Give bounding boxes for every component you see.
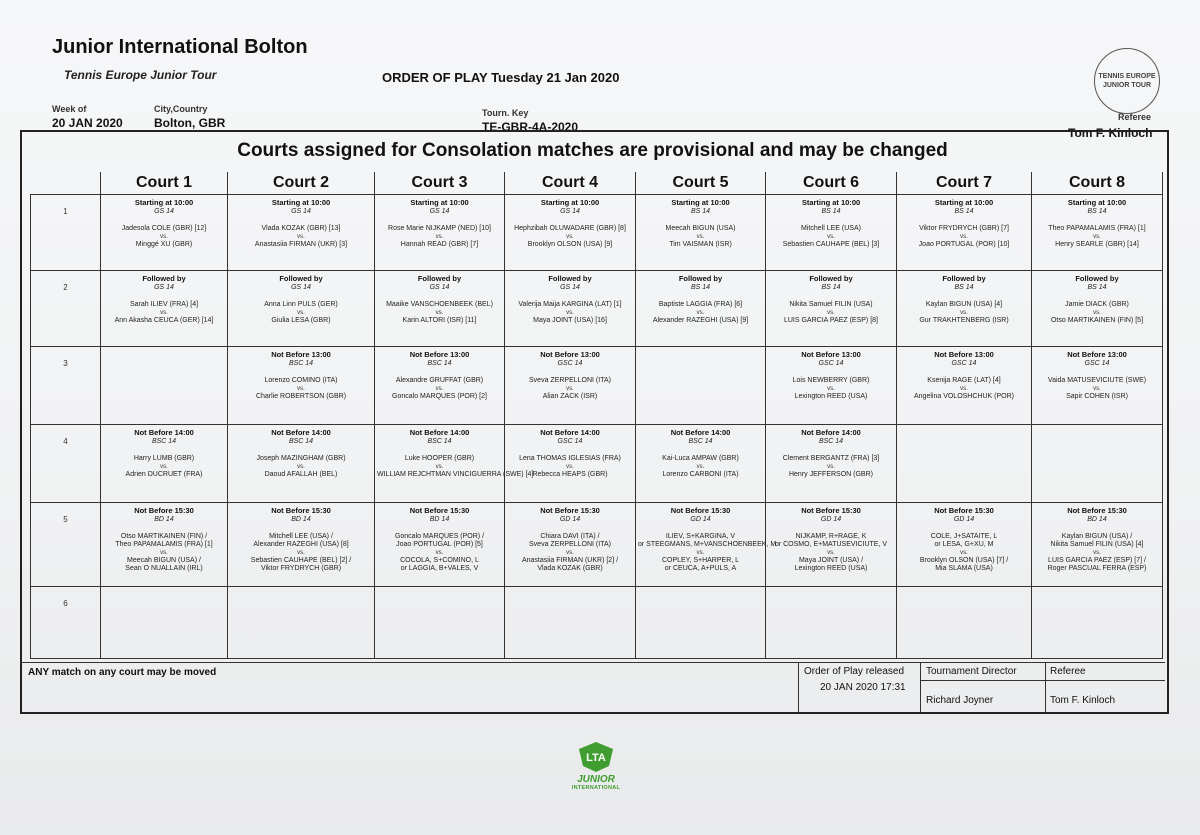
vs-label: vs. bbox=[297, 310, 305, 316]
match-schedule: Followed by bbox=[142, 274, 186, 283]
player-name: Alexander RAZEGHI (USA) [9] bbox=[652, 317, 749, 324]
match-category: BSC 14 bbox=[427, 360, 452, 367]
player-name: Rebecca HEAPS (GBR) bbox=[532, 471, 608, 478]
match-cell bbox=[1032, 271, 1163, 347]
player-name: Otso MARTIKAINEN (FIN) [5] bbox=[1050, 317, 1144, 324]
match-cell bbox=[228, 503, 375, 587]
vs-label: vs. bbox=[297, 234, 305, 240]
court-header-1: Court 1 bbox=[101, 172, 228, 195]
player-name: Viktor FRYDRYCH (GBR) bbox=[260, 565, 342, 572]
grid-body bbox=[31, 195, 1163, 659]
player-name: Theo PAPAMALAMIS (FRA) [1] bbox=[115, 541, 213, 548]
player-name: Vlada KOZAK (GBR) bbox=[537, 565, 603, 572]
match-cell bbox=[228, 195, 375, 271]
match-category: BS 14 bbox=[954, 284, 974, 291]
court-header-8: Court 8 bbox=[1032, 172, 1163, 195]
match-category: BSC 14 bbox=[427, 438, 452, 445]
player-name: Lexington REED (USA) bbox=[794, 393, 868, 400]
match-category: BS 14 bbox=[821, 284, 841, 291]
vs-label: vs. bbox=[297, 550, 305, 556]
match-cell bbox=[375, 347, 505, 425]
round-row bbox=[31, 425, 1163, 503]
vs-label: vs. bbox=[566, 386, 574, 392]
player-name: Sebastien CAUHAPE (BEL) [2] / bbox=[250, 557, 352, 564]
match-schedule: Not Before 15:30 bbox=[934, 506, 994, 515]
match-cell bbox=[766, 587, 897, 659]
match-cell bbox=[897, 587, 1032, 659]
round-number: 2 bbox=[31, 271, 101, 347]
player-name: Daoud AFALLAH (BEL) bbox=[264, 471, 338, 478]
player-name: Tim VAISMAN (ISR) bbox=[669, 241, 732, 248]
player-name: Maaike VANSCHOENBEEK (BEL) bbox=[386, 301, 493, 308]
player-name: Theo PAPAMALAMIS (FRA) [1] bbox=[1048, 225, 1146, 232]
match-category: BD 14 bbox=[154, 516, 174, 523]
player-name: Maya JOINT (USA) / bbox=[798, 557, 864, 564]
match-cell bbox=[101, 195, 228, 271]
match-cell bbox=[101, 271, 228, 347]
round-row bbox=[31, 503, 1163, 587]
player-name: Mitchell LEE (USA) bbox=[801, 225, 861, 232]
week-value: 20 JAN 2020 bbox=[52, 116, 123, 130]
consolation-banner: Courts assigned for Consolation matches are provisional and may be changed bbox=[237, 140, 948, 161]
match-category: GS 14 bbox=[560, 284, 580, 291]
player-name: Karin ALTORI (ISR) [11] bbox=[402, 317, 477, 324]
court-header-6: Court 6 bbox=[766, 172, 897, 195]
referee-label: Referee bbox=[1118, 112, 1152, 122]
match-category: GS 14 bbox=[291, 208, 311, 215]
player-name: Viktor FRYDRYCH (GBR) [7] bbox=[919, 225, 1009, 232]
match-schedule: Followed by bbox=[678, 274, 723, 283]
player-name: Goncalo MARQUES (POR) [2] bbox=[392, 393, 487, 400]
match-cell bbox=[505, 425, 636, 503]
player-name: Valerija Maija KARGINA (LAT) [1] bbox=[518, 301, 622, 308]
player-name: Sebastien CAUHAPE (BEL) [3] bbox=[782, 241, 880, 248]
match-cell bbox=[375, 271, 505, 347]
court-header-2: Court 2 bbox=[228, 172, 375, 195]
match-category: BS 14 bbox=[954, 208, 974, 215]
match-cell bbox=[101, 425, 228, 503]
match-category: BSC 14 bbox=[151, 438, 177, 445]
match-cell bbox=[636, 347, 766, 425]
match-cell bbox=[228, 347, 375, 425]
match-cell bbox=[375, 425, 534, 503]
player-name: Lois NEWBERRY (GBR) bbox=[792, 377, 870, 384]
player-name: Otso MARTIKAINEN (FIN) / bbox=[120, 533, 208, 540]
player-name: Jadesola COLE (GBR) [12] bbox=[121, 225, 207, 232]
vs-label: vs. bbox=[1093, 310, 1101, 316]
round-row bbox=[31, 195, 1163, 271]
match-cell bbox=[375, 195, 505, 271]
player-name: Kai-Luca AMPAW (GBR) bbox=[662, 455, 739, 462]
player-name: Roger PASCUAL FERRA (ESP) bbox=[1047, 565, 1147, 572]
vs-label: vs. bbox=[827, 234, 835, 240]
player-name: Lena THOMAS IGLESIAS (FRA) bbox=[519, 455, 621, 462]
player-name: Sean O NUALLAIN (IRL) bbox=[125, 565, 203, 572]
court-header-5: Court 5 bbox=[636, 172, 766, 195]
match-schedule: Followed by bbox=[417, 274, 462, 283]
vs-label: vs. bbox=[435, 234, 444, 240]
match-cell bbox=[375, 587, 505, 659]
footer-referee-label: Referee bbox=[1050, 666, 1086, 677]
week-label: Week of bbox=[52, 104, 87, 114]
vs-label: vs. bbox=[435, 310, 444, 316]
match-cell bbox=[1032, 347, 1163, 425]
vs-label: vs. bbox=[435, 386, 444, 392]
match-cell bbox=[766, 347, 897, 425]
player-name: Hannah READ (GBR) [7] bbox=[400, 241, 479, 248]
player-name: Sapir COHEN (ISR) bbox=[1066, 393, 1128, 400]
match-category: GS 14 bbox=[429, 208, 450, 215]
order-of-play-heading: ORDER OF PLAY Tuesday 21 Jan 2020 bbox=[382, 70, 620, 85]
court-header-row bbox=[31, 172, 1163, 195]
player-name: or LESA, G+XU, M bbox=[934, 541, 994, 548]
match-cell bbox=[505, 587, 636, 659]
match-cell bbox=[766, 271, 897, 347]
player-name: Joao PORTUGAL (POR) [10] bbox=[918, 241, 1010, 248]
match-cell bbox=[375, 503, 505, 587]
vs-label: vs. bbox=[696, 464, 705, 470]
player-name: NIJKAMP, R+RAGE, K bbox=[795, 533, 867, 540]
vs-label: vs. bbox=[160, 550, 168, 556]
match-category: BS 14 bbox=[690, 284, 711, 291]
match-schedule: Not Before 13:00 bbox=[801, 350, 861, 359]
match-category: GS 14 bbox=[429, 284, 450, 291]
player-name: Nikita Samuel FILIN (USA) bbox=[789, 301, 873, 308]
player-name: Rose Marie NIJKAMP (NED) [10] bbox=[388, 225, 491, 232]
match-schedule: Not Before 13:00 bbox=[934, 350, 994, 359]
player-name: Vaida MATUSEVICIUTE (SWE) bbox=[1047, 377, 1147, 384]
vs-label: vs. bbox=[160, 234, 168, 240]
vs-label: vs. bbox=[160, 310, 168, 316]
court-header-3: Court 3 bbox=[375, 172, 505, 195]
match-category: GSC 14 bbox=[818, 360, 844, 367]
city-label: City,Country bbox=[154, 104, 208, 114]
match-schedule: Starting at 10:00 bbox=[801, 198, 861, 207]
match-schedule: Followed by bbox=[548, 274, 592, 283]
match-schedule: Followed by bbox=[942, 274, 986, 283]
match-cell bbox=[228, 271, 375, 347]
match-cell bbox=[636, 425, 766, 503]
lta-mark: LTA bbox=[586, 752, 606, 764]
vs-label: vs. bbox=[696, 550, 705, 556]
match-category: BSC 14 bbox=[288, 360, 314, 367]
match-category: GS 14 bbox=[560, 208, 580, 215]
player-name: ILIEV, S+KARGINA, V bbox=[665, 533, 736, 540]
match-schedule: Not Before 14:00 bbox=[670, 428, 731, 437]
match-category: GSC 14 bbox=[557, 438, 583, 445]
player-name: LUIS GARCIA PAEZ (ESP) [8] bbox=[783, 317, 878, 324]
match-schedule: Not Before 14:00 bbox=[540, 428, 600, 437]
player-name: Gur TRAKHTENBERG (ISR) bbox=[919, 317, 1009, 324]
order-of-play-grid bbox=[30, 172, 1163, 659]
match-schedule: Followed by bbox=[1075, 274, 1119, 283]
logo-junior: JUNIOR bbox=[577, 774, 615, 785]
emblem-text: TENNIS EUROPE JUNIOR TOUR bbox=[1098, 73, 1156, 89]
match-schedule: Starting at 10:00 bbox=[410, 198, 469, 207]
player-name: Giulia LESA (GBR) bbox=[271, 317, 331, 324]
player-name: Angelina VOLOSHCHUK (POR) bbox=[914, 393, 1014, 400]
match-cell bbox=[228, 425, 375, 503]
player-name: COLE, J+SATAITE, L bbox=[930, 533, 998, 540]
vs-label: vs. bbox=[696, 310, 705, 316]
match-schedule: Starting at 10:00 bbox=[271, 198, 331, 207]
vs-label: vs. bbox=[1093, 550, 1101, 556]
player-name: Lorenzo CARBONI (ITA) bbox=[662, 471, 739, 478]
match-category: GSC 14 bbox=[557, 360, 583, 367]
city-value: Bolton, GBR bbox=[154, 116, 226, 130]
match-cell bbox=[636, 195, 766, 271]
player-name: Henry JEFFERSON (GBR) bbox=[788, 471, 873, 478]
vs-label: vs. bbox=[297, 464, 305, 470]
player-name: Alexandre GRUFFAT (GBR) bbox=[395, 377, 484, 384]
lta-junior-logo bbox=[556, 740, 636, 792]
player-name: Chiara DAVI (ITA) / bbox=[540, 533, 600, 540]
player-name: Adrien DUCRUET (FRA) bbox=[125, 471, 203, 478]
match-cell bbox=[636, 587, 766, 659]
player-name: Joseph MAZINGHAM (GBR) bbox=[256, 455, 346, 462]
player-name: Meecah BIGUN (USA) / bbox=[127, 557, 201, 564]
match-category: BS 14 bbox=[690, 208, 711, 215]
player-name: Alian ZACK (ISR) bbox=[542, 393, 598, 400]
vs-label: vs. bbox=[1093, 386, 1101, 392]
referee-value: Tom F. Kinloch bbox=[1068, 126, 1153, 140]
match-cell bbox=[766, 195, 897, 271]
lta-shield-icon bbox=[576, 740, 616, 774]
tour-subtitle: Tennis Europe Junior Tour bbox=[64, 68, 217, 82]
player-name: Anastasiia FIRMAN (UKR) [2] / bbox=[521, 557, 619, 564]
match-category: GS 14 bbox=[291, 284, 311, 291]
player-name: WILLIAM REJCHTMAN VINCIGUERRA (SWE) [4] bbox=[377, 471, 534, 478]
vs-label: vs. bbox=[960, 234, 968, 240]
match-schedule: Followed by bbox=[809, 274, 853, 283]
player-name: Sarah ILIEV (FRA) [4] bbox=[129, 301, 199, 308]
match-category: BD 14 bbox=[429, 516, 450, 523]
player-name: Anastasiia FIRMAN (UKR) [3] bbox=[254, 241, 348, 248]
player-name: Sveva ZERPELLONI (ITA) bbox=[529, 377, 611, 384]
match-cell bbox=[766, 503, 897, 587]
match-schedule: Not Before 15:30 bbox=[801, 506, 861, 515]
vs-label: vs. bbox=[960, 550, 968, 556]
match-schedule: Starting at 10:00 bbox=[1067, 198, 1127, 207]
match-category: GSC 14 bbox=[1084, 360, 1110, 367]
vs-label: vs. bbox=[297, 386, 305, 392]
match-cell bbox=[505, 271, 636, 347]
match-cell bbox=[1032, 425, 1163, 503]
director-value: Richard Joyner bbox=[926, 695, 994, 706]
player-name: or COSMO, E+MATUSEVICIUTE, V bbox=[774, 541, 888, 548]
match-category: BD 14 bbox=[291, 516, 311, 523]
player-name: COCOLA, S+COMINO, L bbox=[400, 557, 479, 564]
match-schedule: Not Before 14:00 bbox=[801, 428, 861, 437]
match-cell bbox=[505, 347, 636, 425]
vs-label: vs. bbox=[566, 550, 574, 556]
vs-label: vs. bbox=[827, 464, 835, 470]
match-schedule: Not Before 15:30 bbox=[134, 506, 194, 515]
player-name: Lexington REED (USA) bbox=[794, 565, 868, 572]
match-cell bbox=[101, 587, 228, 659]
vs-label: vs. bbox=[435, 464, 444, 470]
round-row bbox=[31, 587, 1163, 659]
round-number: 4 bbox=[31, 425, 101, 503]
match-schedule: Not Before 14:00 bbox=[409, 428, 470, 437]
match-cell bbox=[766, 425, 897, 503]
match-schedule: Not Before 13:00 bbox=[540, 350, 600, 359]
match-category: BD 14 bbox=[1087, 516, 1107, 523]
match-cell bbox=[505, 195, 636, 271]
player-name: or STEEGMANS, M+VANSCHOENBEEK, M bbox=[638, 541, 777, 548]
match-category: BSC 14 bbox=[818, 438, 844, 445]
vs-label: vs. bbox=[960, 386, 968, 392]
vs-label: vs. bbox=[566, 310, 574, 316]
tourn-key-label: Tourn. Key bbox=[482, 108, 529, 118]
tourn-key-value: TE-GBR-4A-2020 bbox=[482, 120, 579, 134]
match-category: BS 14 bbox=[1087, 208, 1107, 215]
player-name: Clement BERGANTZ (FRA) [3] bbox=[782, 455, 880, 462]
match-cell bbox=[636, 503, 777, 587]
director-label: Tournament Director bbox=[926, 666, 1017, 677]
match-category: GD 14 bbox=[953, 516, 975, 523]
logo-international: INTERNATIONAL bbox=[571, 785, 621, 791]
match-cell bbox=[897, 425, 1032, 503]
match-schedule: Starting at 10:00 bbox=[934, 198, 994, 207]
player-name: Joao PORTUGAL (POR) [5] bbox=[396, 541, 483, 548]
player-name: Luke HOOPER (GBR) bbox=[404, 455, 475, 462]
vs-label: vs. bbox=[827, 386, 835, 392]
player-name: Lorenzo COMINO (ITA) bbox=[264, 377, 338, 384]
match-category: GD 14 bbox=[690, 516, 711, 523]
match-category: GD 14 bbox=[820, 516, 842, 523]
vs-label: vs. bbox=[435, 550, 444, 556]
player-name: Sveva ZERPELLONI (ITA) bbox=[529, 541, 611, 548]
player-name: Kaylan BIGUN (USA) / bbox=[1061, 533, 1133, 540]
player-name: or LAGGIA, B+VALES, V bbox=[400, 565, 479, 572]
court-header-4: Court 4 bbox=[505, 172, 636, 195]
match-schedule: Starting at 10:00 bbox=[540, 198, 600, 207]
player-name: or CEUCA, A+PULS, A bbox=[664, 565, 737, 572]
court-header-7: Court 7 bbox=[897, 172, 1032, 195]
player-name: Anna Linn PULS (GER) bbox=[264, 301, 338, 308]
vs-label: vs. bbox=[827, 550, 835, 556]
match-schedule: Starting at 10:00 bbox=[134, 198, 194, 207]
match-schedule: Not Before 15:30 bbox=[540, 506, 600, 515]
vs-label: vs. bbox=[960, 310, 968, 316]
round-row bbox=[31, 271, 1163, 347]
match-schedule: Not Before 13:00 bbox=[1067, 350, 1127, 359]
match-cell bbox=[1032, 587, 1163, 659]
tournament-title: Junior International Bolton bbox=[52, 36, 308, 58]
released-value: 20 JAN 2020 17:31 bbox=[820, 682, 906, 693]
match-cell bbox=[636, 271, 766, 347]
player-name: Jamie DIACK (GBR) bbox=[1065, 301, 1129, 308]
match-cell bbox=[101, 347, 228, 425]
match-schedule: Not Before 14:00 bbox=[271, 428, 331, 437]
released-label: Order of Play released bbox=[804, 666, 905, 677]
player-name: Brooklyn OLSON (USA) [9] bbox=[527, 241, 613, 248]
match-schedule: Not Before 13:00 bbox=[409, 350, 470, 359]
player-name: Brooklyn OLSON (USA) [7] / bbox=[919, 557, 1009, 564]
match-cell bbox=[1032, 195, 1163, 271]
player-name: Mia SLAMA (USA) bbox=[935, 565, 993, 572]
round-row bbox=[31, 347, 1163, 425]
player-name: Meecah BIGUN (USA) bbox=[665, 225, 736, 232]
match-schedule: Not Before 13:00 bbox=[271, 350, 331, 359]
player-name: Mitchell LEE (USA) / bbox=[269, 533, 333, 540]
vs-label: vs. bbox=[160, 464, 168, 470]
match-cell bbox=[1032, 503, 1163, 587]
match-cell bbox=[897, 347, 1032, 425]
footer-note: ANY match on any court may be moved bbox=[28, 667, 217, 678]
vs-label: vs. bbox=[1093, 234, 1101, 240]
round-number: 1 bbox=[31, 195, 101, 271]
match-schedule: Not Before 15:30 bbox=[271, 506, 331, 515]
player-name: Goncalo MARQUES (POR) / bbox=[394, 533, 485, 540]
vs-label: vs. bbox=[566, 234, 574, 240]
player-name: Henry SEARLE (GBR) [14] bbox=[1055, 241, 1139, 248]
player-name: Ksenija RAGE (LAT) [4] bbox=[927, 377, 1001, 384]
match-category: BS 14 bbox=[821, 208, 841, 215]
vs-label: vs. bbox=[696, 234, 705, 240]
player-name: Baptiste LAGGIA (FRA) [6] bbox=[658, 301, 743, 308]
player-name: Nikita Samuel FILIN (USA) [4] bbox=[1050, 541, 1144, 548]
round-number: 5 bbox=[31, 503, 101, 587]
player-name: Vlada KOZAK (GBR) [13] bbox=[261, 225, 341, 232]
vs-label: vs. bbox=[566, 464, 574, 470]
match-category: GS 14 bbox=[154, 284, 174, 291]
footer-panel bbox=[20, 662, 1165, 712]
player-name: Hephzibah OLUWADARE (GBR) [8] bbox=[514, 225, 626, 232]
match-cell bbox=[228, 587, 375, 659]
player-name: Harry LUMB (GBR) bbox=[133, 455, 195, 462]
match-cell bbox=[897, 271, 1032, 347]
player-name: LUIS GARCIA PAEZ (ESP) [7] / bbox=[1048, 557, 1146, 564]
match-schedule: Not Before 15:30 bbox=[1067, 506, 1127, 515]
vs-label: vs. bbox=[827, 310, 835, 316]
match-category: GSC 14 bbox=[951, 360, 977, 367]
footer-referee-value: Tom F. Kinloch bbox=[1050, 695, 1116, 706]
match-schedule: Not Before 15:30 bbox=[670, 506, 731, 515]
match-cell bbox=[505, 503, 636, 587]
player-name: Ann Akasha CEUCA (GER) [14] bbox=[114, 317, 214, 324]
player-name: Kaylan BIGUN (USA) [4] bbox=[925, 301, 1003, 308]
round-column-header bbox=[31, 172, 101, 195]
match-schedule: Starting at 10:00 bbox=[671, 198, 730, 207]
player-name: COPLEY, S+HARPER, L bbox=[661, 557, 740, 564]
match-category: BS 14 bbox=[1087, 284, 1107, 291]
player-name: Alexander RAZEGHI (USA) [8] bbox=[253, 541, 349, 548]
tennis-europe-emblem-icon bbox=[1094, 48, 1160, 114]
match-schedule: Not Before 14:00 bbox=[134, 428, 194, 437]
match-category: BSC 14 bbox=[688, 438, 713, 445]
round-number: 6 bbox=[31, 587, 101, 659]
player-name: Minggé XU (GBR) bbox=[135, 241, 193, 248]
match-category: GD 14 bbox=[559, 516, 581, 523]
round-number: 3 bbox=[31, 347, 101, 425]
match-category: GS 14 bbox=[154, 208, 174, 215]
match-category: BSC 14 bbox=[288, 438, 314, 445]
match-cell bbox=[897, 503, 1032, 587]
match-schedule: Followed by bbox=[279, 274, 323, 283]
player-name: Maya JOINT (USA) [16] bbox=[533, 317, 607, 324]
match-schedule: Not Before 15:30 bbox=[409, 506, 470, 515]
player-name: Charlie ROBERTSON (GBR) bbox=[255, 393, 347, 400]
match-cell bbox=[897, 195, 1032, 271]
match-cell bbox=[101, 503, 228, 587]
